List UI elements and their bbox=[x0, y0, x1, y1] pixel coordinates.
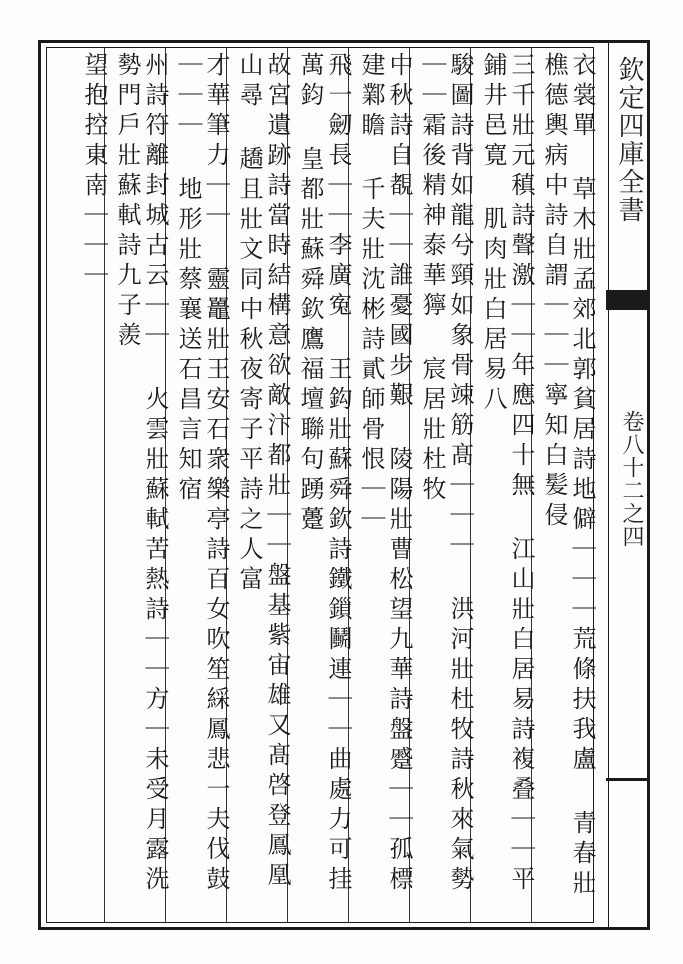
fish-tail-mark bbox=[606, 290, 650, 310]
volume-label: 卷八十二之四 bbox=[619, 410, 644, 548]
text-column-2: 三千壯元稹詩聲激｜｜年應四十無 江山壯白居易詩複叠｜｜平鋪井邑寛 肌肉壯白居易八 bbox=[479, 52, 535, 896]
text-column-9: 望抱控東南｜｜｜ bbox=[80, 52, 108, 292]
text-column-7: 才華筆力｜｜ 靈鼉壯王安石衆樂亭詩百女吹笙綵鳳悲一夫伐鼓｜｜｜ 地形壯蔡襄送石昌言知宿 bbox=[174, 52, 230, 896]
text-column-6: 故宮遺跡詩當時結構意欲敵汴都壯｜｜盤基紫宙雄又髙啓登鳳凰山尋 趫且壯文同中秋夜寄子平詩之人富 bbox=[235, 52, 291, 892]
margin-divider bbox=[606, 778, 650, 781]
text-column-5: 飛一劒長｜｜李廣寃 王鈎壯蘇舜欽詩鐵鎻鬭連｜｜曲處力可挂萬鈞 皇都壯蘇舜欽鷹福壇聯句踴躉 bbox=[296, 52, 352, 896]
text-column-4: 中秋詩自覩｜｜誰憂國步艱 陵陽壯曹松望九華詩盤蹙｜｜孤標建鄴瞻 千夫壯沈彬詩貳師骨恨｜｜ bbox=[357, 52, 413, 896]
text-column-8: 州詩符離封城古云｜｜ 火雲壯蘇軾苦熱詩｜｜方｜未受月露洗 勢門戶壯蘇軾詩九子羨 bbox=[113, 52, 169, 896]
book-title: 欽定四庫全書 bbox=[614, 56, 644, 224]
text-column-3: 駿圖詩背如龍兮頸如象骨竦筋髙｜｜｜ 洪河壯杜牧詩秋來氣勢｜｜霜後精神泰華獰 宸居壯杜牧 bbox=[418, 52, 474, 896]
text-column-1: 衣裳單 草木壯孟郊北郭貧居詩地僻｜｜｜荒條扶我盧 青春壯樵德輿病中詩自謂｜｜｜寧知白髪侵 bbox=[540, 52, 596, 900]
